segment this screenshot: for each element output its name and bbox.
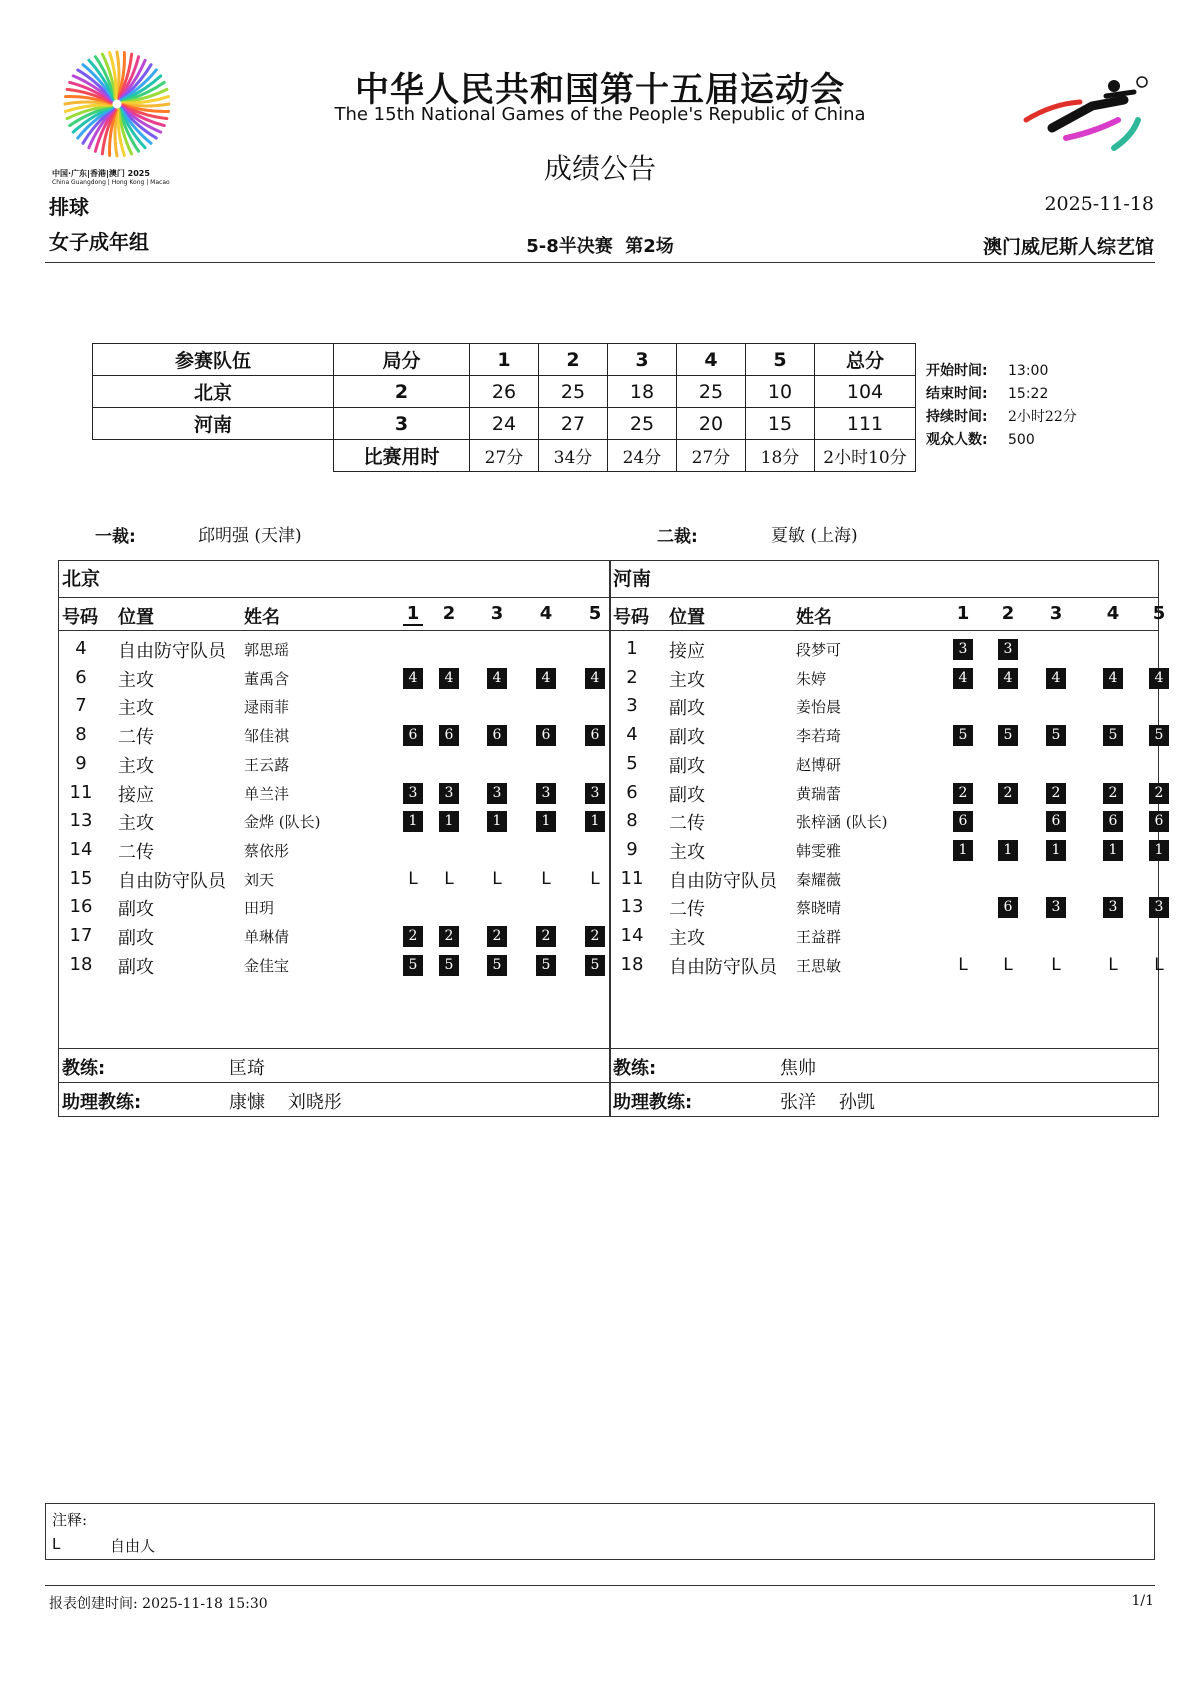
col-set-3: 3	[490, 603, 504, 624]
player-name: 段梦可	[796, 641, 842, 659]
starting-position-box: 5	[536, 955, 556, 976]
player-row	[610, 808, 1164, 836]
header-divider	[45, 262, 1155, 263]
player-row	[59, 923, 610, 951]
event-category: 女子成年组	[49, 230, 149, 254]
starting-position-box: 6	[536, 725, 556, 746]
header-team: 参赛队伍	[93, 344, 334, 376]
player-number: 3	[626, 695, 638, 717]
starting-position-box: 5	[953, 725, 973, 746]
col-set-4: 4	[1106, 603, 1120, 624]
player-position: 副攻	[118, 928, 154, 949]
sets-won: 3	[334, 408, 470, 440]
col-set-2: 2	[442, 603, 456, 624]
starting-position-box: 6	[1149, 811, 1169, 832]
starting-position-box: 2	[1149, 783, 1169, 804]
starting-position-box: 2	[585, 926, 605, 947]
end-time: 结束时间: 15:22	[926, 386, 1049, 402]
libero-marker: L	[1154, 954, 1164, 975]
duration-spacer	[93, 440, 334, 472]
first-referee-label: 一裁:	[95, 527, 136, 547]
player-number: 5	[626, 752, 638, 774]
player-name: 刘天	[244, 870, 275, 889]
second-referee-label: 二裁:	[657, 527, 698, 547]
libero-marker: L	[444, 868, 454, 889]
starting-position-box: 1	[1046, 840, 1066, 861]
starting-position-box: 6	[1103, 811, 1123, 832]
col-number: 号码	[613, 607, 649, 628]
player-row	[610, 952, 1164, 980]
player-name: 秦耀薇	[796, 870, 842, 889]
roster-team-name: 北京	[59, 561, 610, 598]
starting-position-box: 2	[439, 926, 459, 947]
logo-caption-en: China Guangdong | Hong Kong | Macao	[52, 179, 170, 186]
col-set-5: 5	[588, 603, 602, 624]
starting-position-box: 5	[487, 955, 507, 976]
player-row	[59, 722, 610, 750]
player-position: 主攻	[669, 669, 705, 691]
total-points: 111	[815, 408, 916, 440]
player-row	[59, 636, 610, 664]
starting-position-box: 6	[403, 725, 423, 746]
starting-position-box: 3	[1046, 897, 1066, 918]
player-position: 副攻	[118, 899, 154, 921]
player-name: 朱婷	[796, 669, 827, 688]
set-score: 26	[470, 376, 539, 408]
player-name: 李若琦	[796, 727, 842, 746]
player-position: 自由防守队员	[118, 641, 226, 662]
col-name: 姓名	[796, 607, 832, 628]
starting-position-box: 5	[585, 955, 605, 976]
player-row	[610, 837, 1164, 865]
team-name: 北京	[93, 376, 334, 408]
player-name: 蔡晓晴	[796, 899, 842, 918]
player-row	[610, 866, 1158, 894]
player-name: 逯雨菲	[244, 698, 290, 717]
assistant-coach-label: 助理教练:	[62, 1092, 142, 1113]
starting-position-box: 3	[953, 639, 973, 660]
starting-position-box: 2	[953, 783, 973, 804]
player-position: 接应	[669, 641, 705, 662]
notes-key: L	[52, 1535, 61, 1553]
set-duration: 34分	[539, 440, 608, 472]
score-row-team-1	[93, 376, 916, 408]
player-name: 邹佳祺	[244, 727, 290, 746]
set-score: 25	[608, 408, 677, 440]
coach-name: 匡琦	[229, 1058, 265, 1079]
match-round: 5-8半决赛 第2场	[526, 236, 674, 257]
starting-position-box: 1	[487, 811, 507, 832]
score-row-team-2	[93, 408, 916, 440]
coach-label: 教练:	[62, 1058, 106, 1079]
starting-position-box: 5	[439, 955, 459, 976]
player-number: 17	[69, 925, 93, 946]
header-set-3: 3	[608, 344, 677, 376]
report-date: 2025-11-18	[1044, 193, 1154, 215]
player-number: 14	[69, 838, 93, 860]
player-position: 副攻	[669, 727, 705, 749]
libero-marker: L	[958, 954, 968, 975]
set-score: 27	[539, 408, 608, 440]
header-total: 总分	[815, 344, 916, 376]
libero-marker: L	[590, 868, 600, 889]
col-set-2: 2	[1001, 603, 1015, 624]
starting-position-box: 2	[403, 926, 423, 947]
starting-position-box: 2	[1103, 783, 1123, 804]
player-row	[59, 780, 610, 808]
spectators: 观众人数: 500	[926, 432, 1035, 448]
player-position: 副攻	[669, 784, 705, 806]
set-duration: 18分	[746, 440, 815, 472]
second-referee-value: 夏敏 (上海)	[771, 526, 858, 546]
team-name: 河南	[93, 408, 334, 440]
starting-position-box: 3	[536, 783, 556, 804]
player-number: 6	[626, 781, 638, 803]
player-position: 副攻	[118, 956, 154, 978]
coach-row	[610, 1048, 1158, 1083]
libero-marker: L	[1051, 954, 1061, 975]
player-name: 董禹含	[244, 669, 290, 688]
set-score: 25	[677, 376, 746, 408]
report-subtitle: 成绩公告	[543, 152, 656, 185]
col-set-3: 3	[1049, 603, 1063, 624]
starting-position-box: 2	[1046, 783, 1066, 804]
player-row	[59, 751, 610, 779]
player-row	[59, 952, 610, 980]
duration-label: 比赛用时	[334, 440, 470, 472]
player-number: 18	[69, 953, 93, 975]
player-row	[59, 808, 610, 836]
starting-position-box: 4	[439, 668, 459, 689]
set-score: 20	[677, 408, 746, 440]
player-row	[59, 866, 610, 894]
notes-title: 注释:	[52, 1511, 88, 1529]
player-name: 韩雯雅	[796, 841, 842, 860]
player-position: 主攻	[118, 813, 154, 835]
player-number: 8	[626, 810, 638, 832]
player-position: 二传	[669, 813, 705, 835]
player-position: 二传	[669, 899, 705, 921]
starting-position-box: 4	[998, 668, 1018, 689]
report-created-time: 报表创建时间: 2025-11-18 15:30	[49, 1596, 268, 1612]
player-name: 金佳宝	[244, 956, 290, 975]
player-name: 田玥	[244, 899, 275, 918]
player-name: 单琳倩	[244, 928, 290, 946]
score-table	[92, 343, 916, 472]
title-en: The 15th National Games of the People's Republic of China	[334, 104, 866, 125]
player-number: 13	[69, 810, 93, 832]
roster-panel-team-1	[58, 560, 611, 1117]
starting-position-box: 5	[1046, 725, 1066, 746]
total-duration: 2小时10分	[815, 440, 916, 472]
player-number: 9	[626, 838, 638, 860]
starting-position-box: 3	[998, 639, 1018, 660]
set-score: 18	[608, 376, 677, 408]
player-row	[610, 665, 1164, 693]
starting-position-box: 3	[585, 783, 605, 804]
footer-divider	[45, 1585, 1155, 1586]
set-score: 10	[746, 376, 815, 408]
assistant-coach-row	[59, 1082, 610, 1117]
set-duration: 27分	[677, 440, 746, 472]
starting-position-box: 1	[998, 840, 1018, 861]
starting-position-box: 4	[1149, 668, 1169, 689]
assistant-coach-names: 康慷 刘晓彤	[229, 1092, 342, 1113]
player-name: 郭思瑶	[244, 641, 290, 659]
assistant-coach-names: 张洋 孙凯	[780, 1092, 875, 1113]
col-set-1: 1	[956, 603, 970, 624]
player-row	[610, 780, 1164, 808]
starting-position-box: 1	[403, 811, 423, 832]
player-number: 2	[626, 666, 638, 688]
player-number: 8	[75, 724, 87, 746]
starting-position-box: 3	[439, 783, 459, 804]
player-number: 4	[75, 638, 87, 659]
starting-position-box: 4	[487, 668, 507, 689]
starting-position-box: 6	[953, 811, 973, 832]
score-header-row	[93, 344, 916, 376]
player-position: 主攻	[669, 841, 705, 863]
starting-position-box: 6	[439, 725, 459, 746]
starting-position-box: 5	[998, 725, 1018, 746]
notes-box	[45, 1503, 1155, 1560]
player-number: 18	[620, 953, 644, 975]
starting-position-box: 6	[487, 725, 507, 746]
set-duration: 27分	[470, 440, 539, 472]
player-name: 金烨 (队长)	[244, 813, 321, 832]
col-position: 位置	[669, 607, 705, 628]
roster-panel-team-2	[609, 560, 1166, 1117]
player-row	[610, 722, 1164, 750]
volleyball-pictogram-icon	[1022, 76, 1160, 160]
header-set-4: 4	[677, 344, 746, 376]
start-time: 开始时间: 13:00	[926, 363, 1049, 379]
libero-marker: L	[1003, 954, 1013, 975]
starting-position-box: 1	[585, 811, 605, 832]
libero-marker: L	[541, 868, 551, 889]
player-number: 14	[620, 925, 644, 946]
libero-marker: L	[1108, 954, 1118, 975]
starting-position-box: 3	[487, 783, 507, 804]
player-name: 姜怡晨	[796, 698, 842, 717]
player-row	[610, 636, 1158, 664]
assistant-coach-label: 助理教练:	[613, 1092, 693, 1113]
starting-position-box: 6	[585, 725, 605, 746]
player-row	[59, 665, 610, 693]
player-position: 主攻	[118, 669, 154, 691]
header-sets-won: 局分	[334, 344, 470, 376]
starting-position-box: 4	[403, 668, 423, 689]
libero-marker: L	[492, 868, 502, 889]
starting-position-box: 3	[1103, 897, 1123, 918]
player-number: 11	[69, 781, 93, 803]
starting-position-box: 2	[998, 783, 1018, 804]
header-set-5: 5	[746, 344, 815, 376]
starting-position-box: 4	[1046, 668, 1066, 689]
coach-name: 焦帅	[780, 1058, 816, 1079]
starting-position-box: 5	[1103, 725, 1123, 746]
player-row	[59, 693, 610, 721]
player-number: 9	[75, 752, 87, 774]
sport-name: 排球	[49, 195, 89, 219]
venue: 澳门威尼斯人综艺馆	[982, 236, 1154, 258]
player-position: 自由防守队员	[118, 870, 226, 892]
assistant-coach-row	[610, 1082, 1158, 1117]
starting-position-box: 3	[403, 783, 423, 804]
coach-row	[59, 1048, 610, 1083]
col-set-5: 5	[1152, 603, 1166, 624]
starting-position-box: 1	[439, 811, 459, 832]
player-position: 主攻	[669, 928, 705, 949]
player-number: 4	[626, 724, 638, 746]
col-set-1: 1	[403, 603, 423, 626]
player-row	[610, 751, 1158, 779]
player-position: 二传	[118, 727, 154, 749]
player-position: 主攻	[118, 755, 154, 777]
player-name: 蔡依彤	[244, 841, 290, 860]
starting-position-box: 1	[1149, 840, 1169, 861]
volleyball-pictogram	[1022, 76, 1160, 164]
header-set-2: 2	[539, 344, 608, 376]
player-name: 王云蕗	[244, 755, 290, 774]
player-name: 单兰沣	[244, 784, 290, 803]
starting-position-box: 4	[1103, 668, 1123, 689]
starting-position-box: 6	[1046, 811, 1066, 832]
starting-position-box: 2	[536, 926, 556, 947]
player-number: 15	[69, 867, 93, 889]
col-position: 位置	[118, 607, 154, 628]
starting-position-box: 5	[1149, 725, 1169, 746]
starting-position-box: 5	[403, 955, 423, 976]
player-position: 主攻	[118, 698, 154, 720]
player-name: 黄瑞蕾	[796, 784, 842, 803]
player-number: 6	[75, 666, 87, 688]
player-row	[59, 894, 610, 922]
coach-label: 教练:	[613, 1058, 657, 1079]
roster-column-header	[59, 597, 610, 631]
sets-won: 2	[334, 376, 470, 408]
player-name: 王思敏	[796, 956, 842, 975]
duration-row	[93, 440, 916, 472]
player-row	[610, 923, 1158, 951]
player-position: 自由防守队员	[669, 870, 777, 892]
starting-position-box: 1	[953, 840, 973, 861]
first-referee-value: 邱明强 (天津)	[198, 526, 302, 546]
player-name: 王益群	[796, 928, 842, 946]
starting-position-box: 1	[536, 811, 556, 832]
title-cn: 中华人民共和国第十五届运动会	[355, 70, 845, 110]
starting-position-box: 4	[953, 668, 973, 689]
set-duration: 24分	[608, 440, 677, 472]
starting-position-box: 2	[487, 926, 507, 947]
player-position: 自由防守队员	[669, 956, 777, 978]
starting-position-box: 1	[1103, 840, 1123, 861]
player-number: 1	[626, 638, 638, 659]
page-number: 1/1	[1131, 1593, 1154, 1609]
player-number: 7	[75, 695, 87, 717]
player-position: 二传	[118, 841, 154, 863]
set-score: 24	[470, 408, 539, 440]
player-number: 11	[620, 867, 644, 889]
set-score: 15	[746, 408, 815, 440]
header-set-1: 1	[470, 344, 539, 376]
total-points: 104	[815, 376, 916, 408]
starting-position-box: 4	[536, 668, 556, 689]
player-name: 张梓涵 (队长)	[796, 813, 888, 832]
set-score: 25	[539, 376, 608, 408]
player-position: 接应	[118, 784, 154, 806]
player-position: 副攻	[669, 698, 705, 720]
starting-position-box: 6	[998, 897, 1018, 918]
player-number: 16	[69, 896, 93, 918]
roster-column-header	[610, 597, 1166, 631]
player-position: 副攻	[669, 755, 705, 777]
duration: 持续时间: 2小时22分	[926, 409, 1077, 425]
starting-position-box: 4	[585, 668, 605, 689]
col-number: 号码	[62, 607, 98, 628]
player-row	[610, 894, 1164, 922]
col-name: 姓名	[244, 607, 280, 628]
player-row	[610, 693, 1158, 721]
player-number: 13	[620, 896, 644, 918]
roster-team-name: 河南	[610, 561, 1158, 598]
notes-meaning: 自由人	[110, 1537, 156, 1555]
starting-position-box: 3	[1149, 897, 1169, 918]
logo-caption-cn: 中国·广东|香港|澳门 2025	[52, 169, 150, 178]
col-set-4: 4	[539, 603, 553, 624]
player-row	[59, 837, 610, 865]
libero-marker: L	[408, 868, 418, 889]
player-name: 赵博研	[796, 755, 842, 774]
